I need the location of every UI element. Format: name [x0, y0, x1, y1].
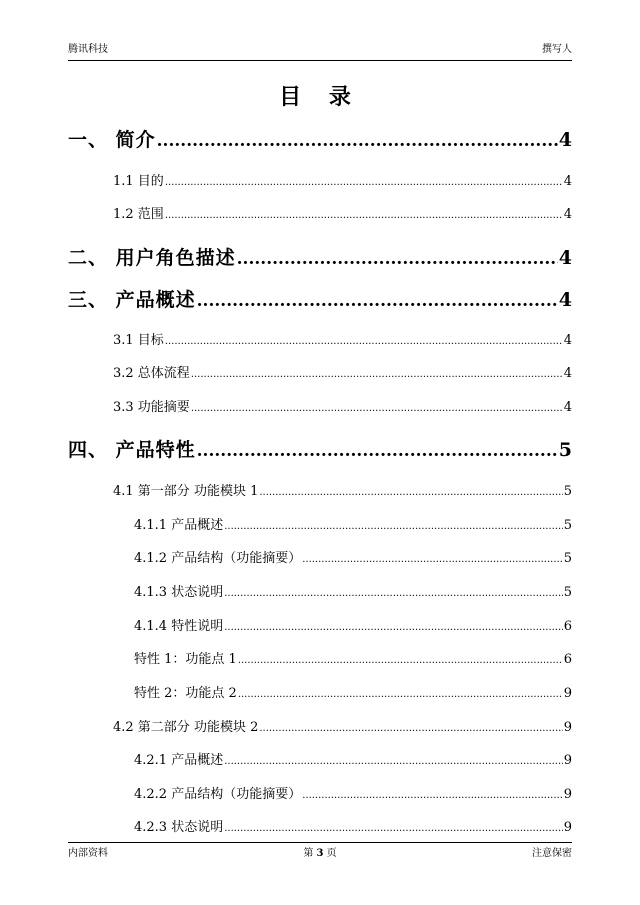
toc-entry-label: 4.2 第二部分 功能模块 2	[113, 720, 259, 735]
toc-leader-dots	[238, 690, 563, 700]
page-footer	[68, 842, 572, 864]
toc-entry-page: 5	[563, 551, 572, 566]
toc-leader-dots	[191, 370, 563, 380]
footer-page-number	[68, 848, 572, 860]
toc-leader-dots	[197, 443, 558, 460]
toc-leader-dots	[259, 488, 562, 498]
toc-entry-4-1-1[interactable]	[134, 514, 572, 533]
footer-page-value: 3	[316, 848, 324, 859]
toc-entry-page: 9	[563, 820, 572, 835]
header-author: 撰写人	[542, 44, 572, 55]
toc-entry-label: 3.1 目标	[113, 333, 164, 348]
toc-leader-dots	[191, 404, 563, 414]
toc-leader-dots	[237, 251, 558, 268]
toc-entry-4-2-1[interactable]	[134, 749, 572, 768]
footer-internal-label: 内部资料	[68, 848, 108, 859]
toc-leader-dots	[157, 133, 558, 150]
toc-entry-page: 5	[563, 585, 572, 600]
toc-entry-4-2[interactable]	[113, 716, 572, 735]
toc-entry-3-2[interactable]	[113, 362, 572, 381]
toc-entry-page: 4	[558, 129, 572, 151]
toc-entry-page: 9	[563, 720, 572, 735]
toc-entry-label: 一、 简介	[68, 129, 156, 151]
toc-entry-label: 4.1.4 特性说明	[134, 619, 224, 634]
toc-entry-4-1[interactable]	[113, 480, 572, 499]
toc-entry-product-overview[interactable]	[68, 285, 572, 312]
table-of-contents	[68, 0, 572, 905]
toc-leader-dots	[259, 724, 562, 734]
toc-entry-label: 4.1 第一部分 功能模块 1	[113, 484, 259, 499]
toc-entry-4-2-3[interactable]	[134, 816, 572, 835]
toc-entry-label: 3.2 总体流程	[113, 366, 190, 381]
toc-leader-dots	[165, 178, 563, 188]
footer-confidential-label: 注意保密	[532, 848, 572, 859]
toc-title: 目 录	[279, 84, 361, 110]
toc-entry-label: 1.1 目的	[113, 174, 164, 189]
toc-leader-dots	[224, 623, 563, 633]
toc-entry-feature-2[interactable]	[134, 682, 572, 701]
footer-page-prefix: 第	[303, 848, 314, 859]
toc-leader-dots	[224, 589, 563, 599]
toc-entry-label: 3.3 功能摘要	[113, 400, 190, 415]
toc-entry-4-1-3[interactable]	[134, 581, 572, 600]
toc-entry-1-2[interactable]	[113, 203, 572, 222]
toc-entry-label: 二、 用户角色描述	[68, 247, 236, 269]
toc-leader-dots	[302, 791, 563, 801]
toc-entry-4-1-2[interactable]	[134, 547, 572, 566]
toc-entry-page: 4	[558, 289, 572, 311]
header-company: 腾讯科技	[68, 44, 108, 55]
toc-entry-page: 4	[563, 207, 572, 222]
toc-leader-dots	[224, 757, 563, 767]
toc-leader-dots	[302, 555, 563, 565]
toc-entry-page: 4	[558, 247, 572, 269]
toc-entry-label: 4.1.1 产品概述	[134, 518, 224, 533]
toc-entry-user-roles[interactable]	[68, 243, 572, 270]
toc-entry-page: 5	[563, 518, 572, 533]
toc-entry-page: 9	[563, 686, 572, 701]
toc-leader-dots	[165, 337, 563, 347]
toc-entry-label: 4.2.3 状态说明	[134, 820, 224, 835]
toc-entry-1-1[interactable]	[113, 170, 572, 189]
toc-entry-label: 4.2.2 产品结构（功能摘要）	[134, 787, 302, 802]
toc-leader-dots	[197, 293, 558, 310]
toc-entry-page: 4	[563, 174, 572, 189]
toc-entry-page: 4	[563, 333, 572, 348]
toc-entry-page: 4	[563, 400, 572, 415]
toc-entry-4-2-2[interactable]	[134, 783, 572, 802]
toc-leader-dots	[224, 824, 563, 834]
toc-entry-label: 1.2 范围	[113, 207, 164, 222]
toc-entry-4-1-4[interactable]	[134, 615, 572, 634]
toc-entry-label: 四、 产品特性	[68, 439, 196, 461]
toc-leader-dots	[238, 656, 563, 666]
footer-page-suffix: 页	[326, 848, 337, 859]
toc-entry-label: 特性 1：功能点 1	[134, 652, 237, 667]
toc-entry-page: 9	[563, 787, 572, 802]
toc-entry-page: 6	[563, 652, 572, 667]
toc-entry-3-1[interactable]	[113, 329, 572, 348]
toc-entry-3-3[interactable]	[113, 396, 572, 415]
toc-entry-label: 4.1.3 状态说明	[134, 585, 224, 600]
toc-entry-page: 5	[558, 439, 572, 461]
toc-entry-label: 特性 2：功能点 2	[134, 686, 237, 701]
toc-entry-label: 4.2.1 产品概述	[134, 753, 224, 768]
toc-entry-product-features[interactable]	[68, 435, 572, 462]
toc-entry-page: 6	[563, 619, 572, 634]
toc-entry-page: 4	[563, 366, 572, 381]
toc-entry-page: 5	[563, 484, 572, 499]
toc-entry-feature-1[interactable]	[134, 648, 572, 667]
toc-entry-label: 三、 产品概述	[68, 289, 196, 311]
toc-entry-label: 4.1.2 产品结构（功能摘要）	[134, 551, 302, 566]
toc-leader-dots	[224, 522, 563, 532]
toc-entry-page: 9	[563, 753, 572, 768]
toc-entry-intro[interactable]	[68, 125, 572, 152]
toc-leader-dots	[165, 211, 563, 221]
